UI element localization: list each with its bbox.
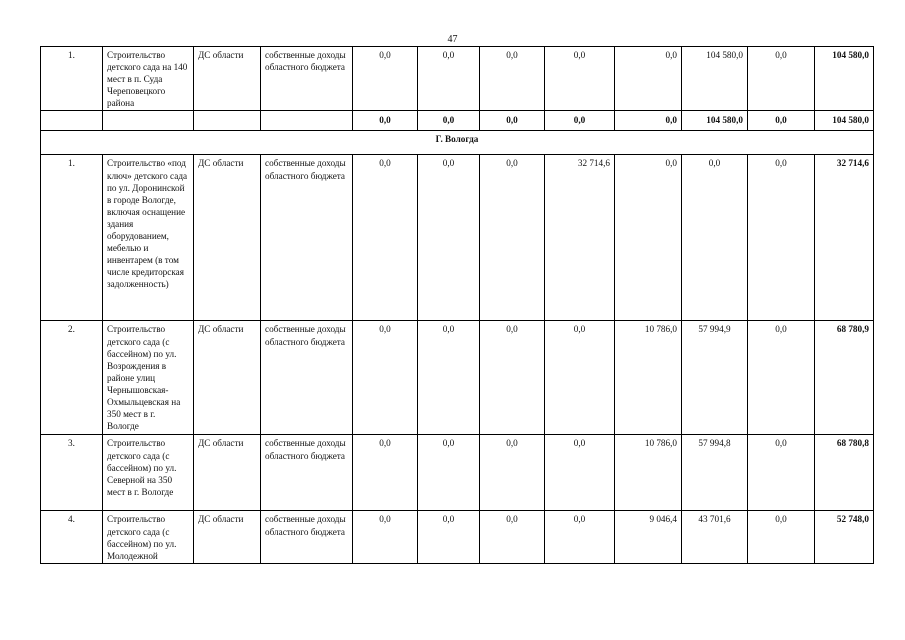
- object-name: Строительство «под ключ» детского сада по ул. Доронинской в городе Вологде, включая оснащение здания оборудованием, мебелью и инвентарем (в том числе кредиторская задолженность): [103, 155, 194, 321]
- value-cell: 0,0: [480, 47, 545, 111]
- value-cell: 0,0: [545, 511, 615, 563]
- value-cell: 0,0: [545, 321, 615, 435]
- object-name: Строительство детского сада на 140 мест в п. Суда Череповецкого района: [103, 47, 194, 111]
- table-row: [41, 511, 874, 563]
- value-cell: 0,0: [480, 511, 545, 563]
- subtotal-total: 104 580,0: [815, 111, 874, 131]
- value-cell: 0,0: [748, 47, 815, 111]
- value-cell: 0,0: [353, 321, 418, 435]
- empty-cell: [41, 111, 103, 131]
- subtotal-value: 0,0: [418, 111, 480, 131]
- empty-cell: [261, 111, 353, 131]
- object-name: Строительство детского сада (с бассейном) по ул. Северной на 350 мест в г. Вологде: [103, 435, 194, 511]
- value-cell: 43 701,6: [682, 511, 748, 563]
- value-cell: 32 714,6: [545, 155, 615, 321]
- subtotal-value: 0,0: [353, 111, 418, 131]
- value-cell: 0,0: [748, 321, 815, 435]
- subtotal-value: 0,0: [615, 111, 682, 131]
- budget-table: [40, 46, 874, 564]
- value-cell: 10 786,0: [615, 321, 682, 435]
- value-cell: 0,0: [418, 155, 480, 321]
- row-number: 1.: [41, 47, 103, 111]
- value-cell: 57 994,9: [682, 321, 748, 435]
- object-name: Строительство детского сада (с бассейном) по ул. Возрождения в районе улиц Чернышовская-Охмыльцевская на 350 мест в г. Вологде: [103, 321, 194, 435]
- value-cell: 0,0: [480, 321, 545, 435]
- value-cell: 0,0: [545, 435, 615, 511]
- subtotal-value: 0,0: [748, 111, 815, 131]
- customer: ДС области: [194, 47, 261, 111]
- funding-source: собственные доходы областного бюджета: [261, 321, 353, 435]
- value-cell: 0,0: [748, 155, 815, 321]
- row-total: 52 748,0: [815, 511, 874, 563]
- value-cell: 0,0: [748, 511, 815, 563]
- customer: ДС области: [194, 321, 261, 435]
- customer: ДС области: [194, 435, 261, 511]
- value-cell: 0,0: [748, 435, 815, 511]
- empty-cell: [103, 111, 194, 131]
- value-cell: 0,0: [418, 435, 480, 511]
- value-cell: 0,0: [353, 435, 418, 511]
- row-number: 4.: [41, 511, 103, 563]
- row-total: 68 780,9: [815, 321, 874, 435]
- value-cell: 0,0: [353, 511, 418, 563]
- row-number: 1.: [41, 155, 103, 321]
- table-row: [41, 47, 874, 111]
- subtotal-value: 0,0: [545, 111, 615, 131]
- value-cell: 0,0: [615, 155, 682, 321]
- subtotal-value: 0,0: [480, 111, 545, 131]
- row-number: 3.: [41, 435, 103, 511]
- value-cell: 57 994,8: [682, 435, 748, 511]
- funding-source: собственные доходы областного бюджета: [261, 511, 353, 563]
- section-title: Г. Вологда: [41, 131, 874, 155]
- table-row: [41, 435, 874, 511]
- empty-cell: [194, 111, 261, 131]
- value-cell: 104 580,0: [682, 47, 748, 111]
- object-name: Строительство детского сада (с бассейном) по ул. Молодежной: [103, 511, 194, 563]
- value-cell: 9 046,4: [615, 511, 682, 563]
- subtotal-value: 104 580,0: [682, 111, 748, 131]
- customer: ДС области: [194, 511, 261, 563]
- value-cell: 0,0: [353, 155, 418, 321]
- row-total: 68 780,8: [815, 435, 874, 511]
- value-cell: 0,0: [418, 321, 480, 435]
- value-cell: 0,0: [480, 155, 545, 321]
- value-cell: 10 786,0: [615, 435, 682, 511]
- funding-source: собственные доходы областного бюджета: [261, 47, 353, 111]
- value-cell: 0,0: [545, 47, 615, 111]
- section-row: [41, 131, 874, 155]
- page-number: 47: [447, 34, 458, 45]
- value-cell: 0,0: [480, 435, 545, 511]
- value-cell: 0,0: [682, 155, 748, 321]
- value-cell: 0,0: [615, 47, 682, 111]
- table-row: [41, 155, 874, 321]
- value-cell: 0,0: [353, 47, 418, 111]
- row-total: 104 580,0: [815, 47, 874, 111]
- value-cell: 0,0: [418, 47, 480, 111]
- customer: ДС области: [194, 155, 261, 321]
- value-cell: 0,0: [418, 511, 480, 563]
- funding-source: собственные доходы областного бюджета: [261, 155, 353, 321]
- row-total: 32 714,6: [815, 155, 874, 321]
- funding-source: собственные доходы областного бюджета: [261, 435, 353, 511]
- row-number: 2.: [41, 321, 103, 435]
- subtotal-row: [41, 111, 874, 131]
- table-row: [41, 321, 874, 435]
